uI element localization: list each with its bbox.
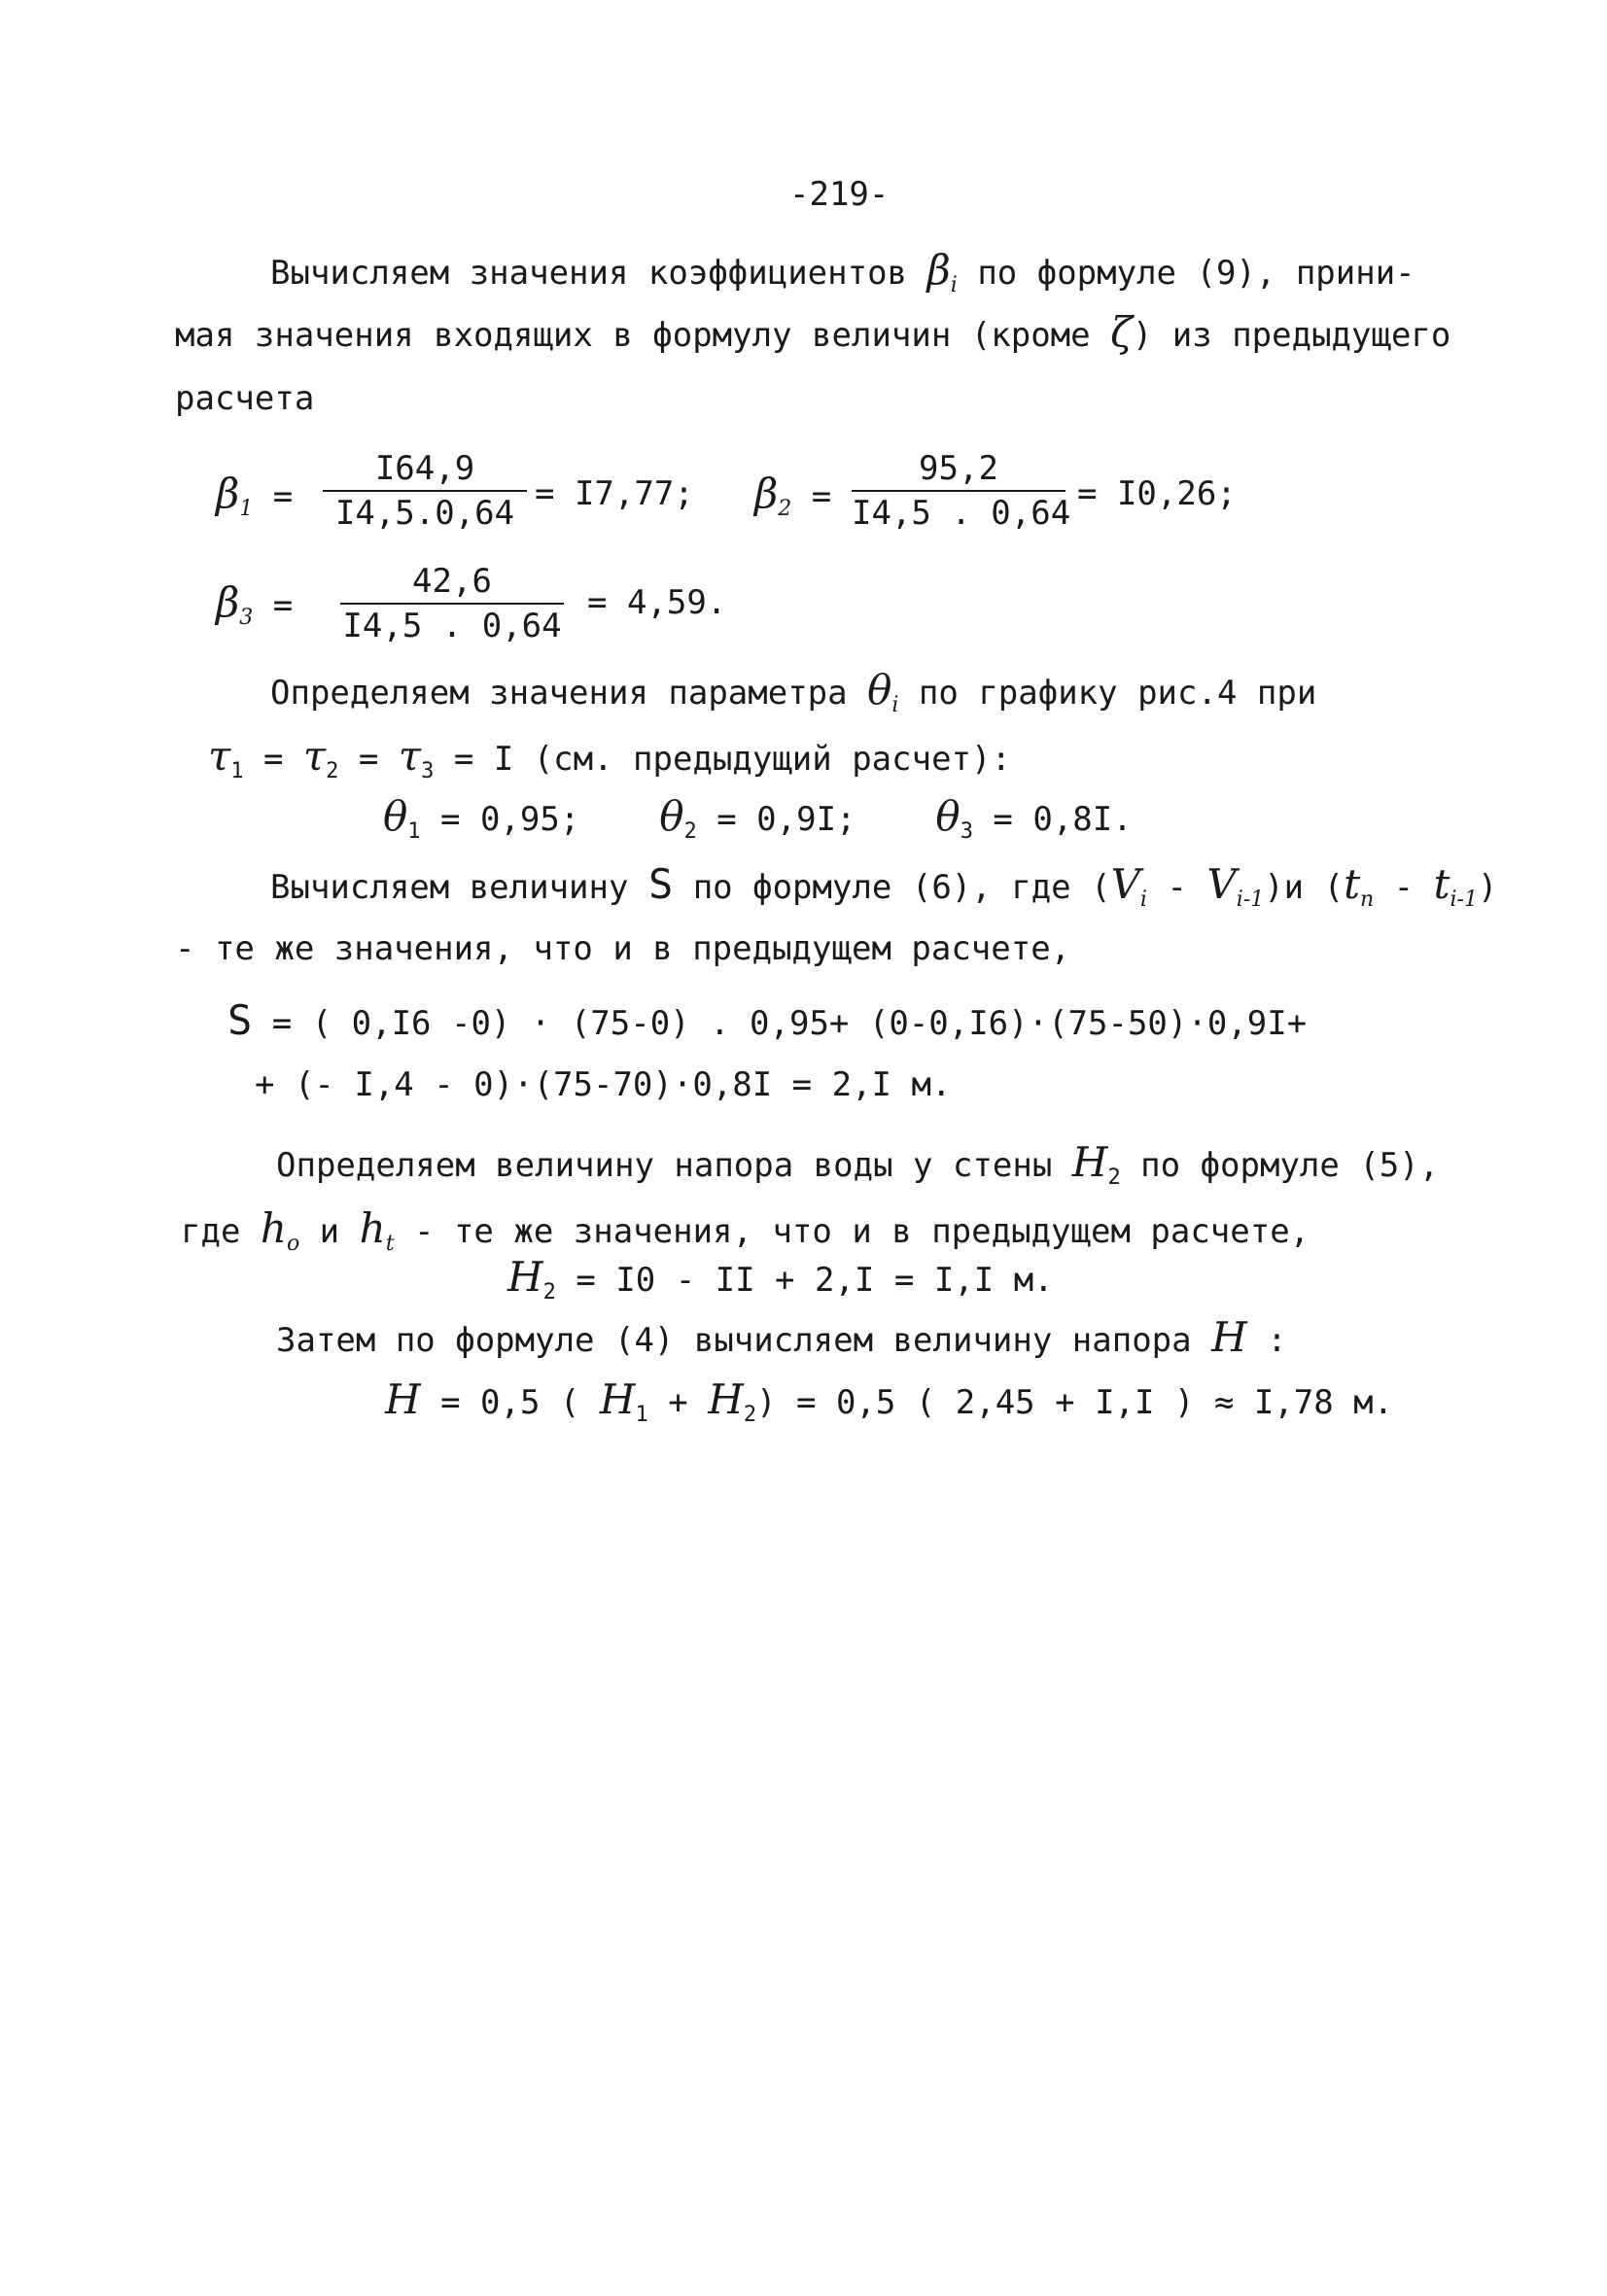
paragraph-1-line-1 [270,246,1415,305]
theta-symbol: θ [935,792,961,840]
text: по формуле (6), где ( [673,868,1111,907]
h-symbol: H [385,1375,421,1423]
equals: = [811,477,832,516]
minus: - [1146,868,1207,907]
theta3-value: = 0,8I. [972,800,1133,839]
numerator: I64,9 [323,449,527,492]
index: 3 [421,759,435,783]
beta-symbol: β [216,578,240,626]
text: по формуле (9), прини- [957,254,1415,293]
paragraph-1-line-3: расчета [175,379,315,418]
tau-symbol: τ [302,732,327,780]
paragraph-2-line-2 [208,732,1011,791]
beta-symbol: β [216,470,240,517]
denominator: I4,5.0,64 [334,494,515,533]
t-symbol: t [1433,860,1450,908]
index: 3 [239,606,254,630]
equals: = [272,477,294,516]
index: 2 [1107,1165,1121,1190]
index: i-1 [1236,887,1265,912]
index: 2 [683,819,697,844]
paragraph-5-line-1 [276,1313,1287,1361]
tau-symbol: τ [398,732,422,780]
denominator: I4,5 . 0,64 [852,494,1071,533]
equals: = [243,740,303,779]
text: Вычисляем величину [270,868,648,907]
text: - те же значения, что и в предыдущем расчете, [394,1212,1310,1251]
text: по графику рис.4 при [898,674,1317,713]
index: 1 [407,819,421,844]
h-symbol: H [599,1375,636,1423]
theta1-value: = 0,95; [420,800,580,839]
beta-symbol: β [926,246,951,294]
s-formula-line-2: + (- I,4 - 0)·(75-70)·0,8I = 2,I м. [255,1065,952,1104]
index: 1 [230,759,244,783]
s-symbol: S [227,996,253,1044]
index: 2 [542,1280,556,1305]
h-formula [385,1375,1394,1435]
theta-symbol: θ [383,792,408,840]
t-symbol: t [1344,860,1360,908]
index-i: i [891,693,899,717]
text: и [299,1212,360,1251]
beta-symbol: β [754,470,779,517]
paragraph-3-line-1 [270,860,1498,920]
h-symbol: H [507,1253,543,1301]
h-symbol: h [260,1204,287,1252]
beta3-fraction [340,562,564,645]
beta2-result: = I0,26; [1077,474,1237,513]
beta1-result: = I7,77; [535,474,694,513]
text: мая значения входящих в формулу величин (кроме [175,316,1111,355]
text: ) [1477,868,1498,907]
paragraph-4-line-2 [181,1204,1310,1264]
beta3-result: = 4,59. [587,583,727,622]
h-symbol: H [708,1375,744,1423]
text: Определяем значения параметра [270,674,868,713]
index: i-1 [1450,887,1478,912]
equals: = [272,586,294,625]
text: ) из предыдущего [1132,316,1451,355]
index: o [286,1232,300,1256]
paragraph-1-line-2 [175,308,1451,356]
text: ) = 0,5 ( 2,45 + I,I ) ≈ I,78 м. [756,1383,1394,1422]
text: = I (см. предыдущий расчет): [434,740,1011,779]
text: Затем по формуле (4) вычисляем величину напора [276,1321,1212,1360]
text: )и ( [1264,868,1345,907]
minus: - [1374,868,1434,907]
theta-symbol: θ [659,792,684,840]
h-symbol: H [1211,1313,1247,1361]
text: = ( 0,I6 -0) · (75-0) . 0,95+ (0-0,I6)·(75-50)·0,9I+ [252,1004,1308,1043]
beta1-fraction [323,449,527,533]
beta1-lhs [216,470,294,529]
numerator: 42,6 [340,562,564,605]
tau-symbol: τ [208,732,231,780]
theta2-value: = 0,9I; [696,800,856,839]
h-symbol: h [359,1204,386,1252]
paragraph-2-line-1 [270,666,1317,725]
text: по формуле (5), [1120,1146,1440,1185]
v-symbol: V [1206,860,1237,908]
index-i: i [950,273,958,297]
beta3-lhs [216,578,294,638]
s-formula-line-1 [227,996,1308,1044]
beta2-fraction [852,449,1071,533]
index: 2 [326,759,339,783]
paragraph-4-line-1 [276,1138,1440,1198]
index: t [385,1232,395,1256]
index: 1 [635,1403,648,1427]
page-number: -219- [789,175,890,214]
theta-symbol: θ [867,666,892,713]
index: 2 [778,497,792,521]
denominator: I4,5 . 0,64 [342,607,562,645]
text: где [181,1212,261,1251]
h2-formula [507,1253,1054,1312]
text: = 0,5 ( [420,1383,600,1422]
beta2-lhs [754,470,832,529]
text: Определяем величину напора воды у стены [276,1146,1072,1185]
text: : [1246,1321,1287,1360]
plus: + [647,1383,709,1422]
h-symbol: H [1071,1138,1108,1186]
equals: = [338,740,399,779]
numerator: 95,2 [852,449,1066,492]
index: i [1139,887,1147,912]
index: 3 [960,819,973,844]
index: 2 [743,1403,757,1427]
zeta-symbol: ζ [1110,308,1133,356]
s-symbol: S [647,860,674,908]
index: n [1359,887,1375,912]
paragraph-3-line-2: - те же значения, что и в предыдущем расчете, [175,929,1071,968]
text: = I0 - II + 2,I = I,I м. [555,1261,1054,1300]
theta-values [383,792,1133,852]
text: Вычисляем значения коэффициентов [270,254,927,293]
index: 1 [239,497,254,521]
v-symbol: V [1110,860,1140,908]
